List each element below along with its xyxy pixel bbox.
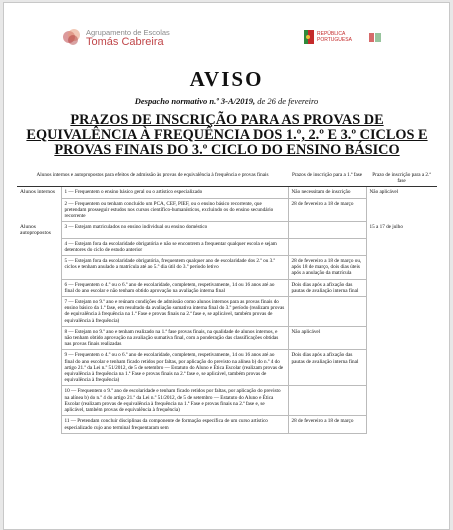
row-phase1-dates xyxy=(288,297,366,327)
row-phase1-dates xyxy=(288,238,366,255)
decree-date: de 26 de fevereiro xyxy=(257,96,319,106)
row-phase1-dates: 28 de fevereiro a 18 de março ou, após 18 de março, dois dias úteis após a anulação da matrícula xyxy=(288,256,366,280)
decree-reference: Despacho normativo n.º 3-A/2019, xyxy=(134,96,256,106)
government-logo-text xyxy=(317,31,352,43)
document-page xyxy=(3,2,450,530)
table-row xyxy=(17,386,437,416)
row-phase2-dates xyxy=(366,297,437,327)
table-row xyxy=(17,416,437,433)
row-rule: 5 — Estejam fora da escolaridade obrigatória, frequentem qualquer ano de escolaridade dos 2.º ou 3.º ciclos e tenham anulado a matrícula até ao 5.º dia útil do 3.º período letivo xyxy=(61,256,288,280)
school-logo-line1: Agrupamento de Escolas xyxy=(86,28,170,37)
row-phase1-dates: Dois dias após a afixação das pautas de avaliação interna final xyxy=(288,279,366,296)
table-row xyxy=(17,187,437,198)
row-category xyxy=(17,198,61,222)
table-row xyxy=(17,326,437,350)
row-rule: 8 — Estejam no 9.º ano e tenham realizado na 1.ª fase provas finais, na qualidade de alunos internos, e não tenham obtido aprovação na avaliação sumativa final, com a ponderação das classificações obtidas nas provas finais realizadas xyxy=(61,326,288,350)
row-phase2-dates xyxy=(366,256,437,280)
portuguese-flag-icon xyxy=(304,30,314,44)
row-rule: 7 — Estejam no 9.º ano e reúnam condições de admissão como alunos internos para as provas finais do ensino básico da 1.ª fase, em resultado da avaliação sumativa interna final do 3.º período (realizam provas de equivalência à frequência na 1.ª Fase e provas finais na 2.ª fase e, se aplicável, também provas de equivalência à frequência) xyxy=(61,297,288,327)
column-header-phase1: Prazos de inscrição para a 1.ª fase xyxy=(288,170,366,187)
row-phase2-dates xyxy=(366,279,437,296)
row-rule: 11 — Pretendam concluir disciplinas da componente de formação específica de um curso artístico especializado cujo ano terminal frequentaram sem xyxy=(61,416,288,433)
notice-subtitle xyxy=(4,96,449,106)
government-logo xyxy=(304,30,384,48)
row-phase2-dates xyxy=(366,350,437,386)
table-row xyxy=(17,279,437,296)
column-header-students: Alunos internos e autopropostos para efeitos de admissão às provas de equivalência à frequência e provas finais xyxy=(17,170,288,187)
row-rule: 10 — Frequentem o 9.º ano de escolaridade e tenham ficado retidos por faltas, por aplicação do previsto na alínea b) do n.º 4 do artigo 21.º da Lei n.º 51/2012, de 5 de setembro — Estatuto do Aluno e Ética Escolar (realizam provas de equivalência à frequência na 1.ª Fase e provas finais na 2.ª fase e, se aplicável, também provas de equivalência à frequência) xyxy=(61,386,288,416)
row-phase2-dates: 15 a 17 de julho xyxy=(369,223,403,230)
row-phase1-dates xyxy=(288,386,366,416)
row-phase1-dates: Não necessitam de inscrição xyxy=(288,187,366,198)
row-rule: 2 — Frequentem ou tenham concluído um PCA, CEF, PIEF, ou o ensino básico recorrente, que pretendam prosseguir estudos nos cursos científico-humanísticos, excluindo os do ensino secundário recorrente xyxy=(61,198,288,222)
row-category: Alunos internos xyxy=(17,187,61,198)
row-phase2-dates xyxy=(366,386,437,416)
row-phase2-dates xyxy=(366,198,437,222)
row-rule: 4 — Estejam fora da escolaridade obrigatória e não se encontrem a frequentar qualquer escola e sejam detentores do ciclo de estudo anterior xyxy=(61,238,288,255)
row-phase2-dates: Não aplicável xyxy=(369,189,399,196)
table-row xyxy=(17,222,437,238)
registration-deadlines-table xyxy=(17,170,437,434)
row-phase1-dates: Não aplicável xyxy=(288,326,366,350)
row-rule: 1 — Frequentem o ensino básico geral ou o artístico especializado xyxy=(61,187,288,198)
row-phase1-dates xyxy=(288,222,366,238)
column-header-phase2: Prazo de inscrição para a 2.ª fase xyxy=(366,170,437,187)
table-row xyxy=(17,297,437,327)
document-header xyxy=(4,3,449,49)
notice-title: AVISO xyxy=(189,67,264,91)
row-category xyxy=(17,350,61,386)
row-phase2-dates xyxy=(366,416,437,433)
document-heading: PRAZOS DE INSCRIÇÃO PARA AS PROVAS DE EQUIVALÊNCIA À FREQUÊNCIA DOS 1.º, 2.º E 3.º CICLOS E PROVAS FINAIS DO 3.º CICLO DO ENSINO BÁSICO xyxy=(26,112,428,158)
row-rule: 6 — Frequentem o 4.º ou o 6.º ano de escolaridade, completem, respetivamente, 14 ou 16 anos até ao final do ano escolar e não tenham obtido aprovação na avaliação interna final xyxy=(61,279,288,296)
row-category xyxy=(17,279,61,296)
gov-line-1: REPÚBLICA xyxy=(317,31,346,37)
row-phase1-dates: Dois dias após a afixação das pautas de avaliação interna final xyxy=(288,350,366,386)
row-category: Alunos autopropostos xyxy=(17,222,61,238)
school-logo xyxy=(62,27,232,49)
row-category xyxy=(17,256,61,280)
table-row xyxy=(17,256,437,280)
row-category xyxy=(17,326,61,350)
table-header-row xyxy=(17,170,437,187)
table-row xyxy=(17,238,437,255)
table-row xyxy=(17,198,437,222)
row-phase2-dates xyxy=(366,326,437,350)
row-category xyxy=(17,386,61,416)
row-rule: 3 — Estejam matriculados no ensino individual ou ensino doméstico xyxy=(61,222,288,238)
school-logo-line2: Tomás Cabreira xyxy=(86,36,164,48)
ministry-mark-icon xyxy=(369,33,381,42)
table-row xyxy=(17,350,437,386)
row-phase2-dates xyxy=(366,238,437,255)
row-category xyxy=(17,238,61,255)
school-emblem-icon xyxy=(62,27,82,47)
row-category xyxy=(17,297,61,327)
gov-line-2: PORTUGUESA xyxy=(317,37,352,43)
row-phase1-dates: 28 de fevereiro a 18 de março xyxy=(288,198,366,222)
row-rule: 9 — Frequentem o 4.º ou o 6.º ano de escolaridade, completem, respetivamente, 14 ou 16 anos até ao final do ano escolar e tenham ficado retidos por faltas, por aplicação do previsto na alínea b) do n.º 4 do artigo 21.º da Lei n.º 51/2012, de 5 de setembro — Estatuto do Aluno e Ética Escolar (realizam provas de equivalência à frequência na 1.ª Fase e provas finais na 2.ª fase e, se aplicável, também provas de equivalência à frequência) xyxy=(61,350,288,386)
row-category xyxy=(17,416,61,433)
row-phase1-dates: 28 de fevereiro a 18 de março xyxy=(288,416,366,433)
